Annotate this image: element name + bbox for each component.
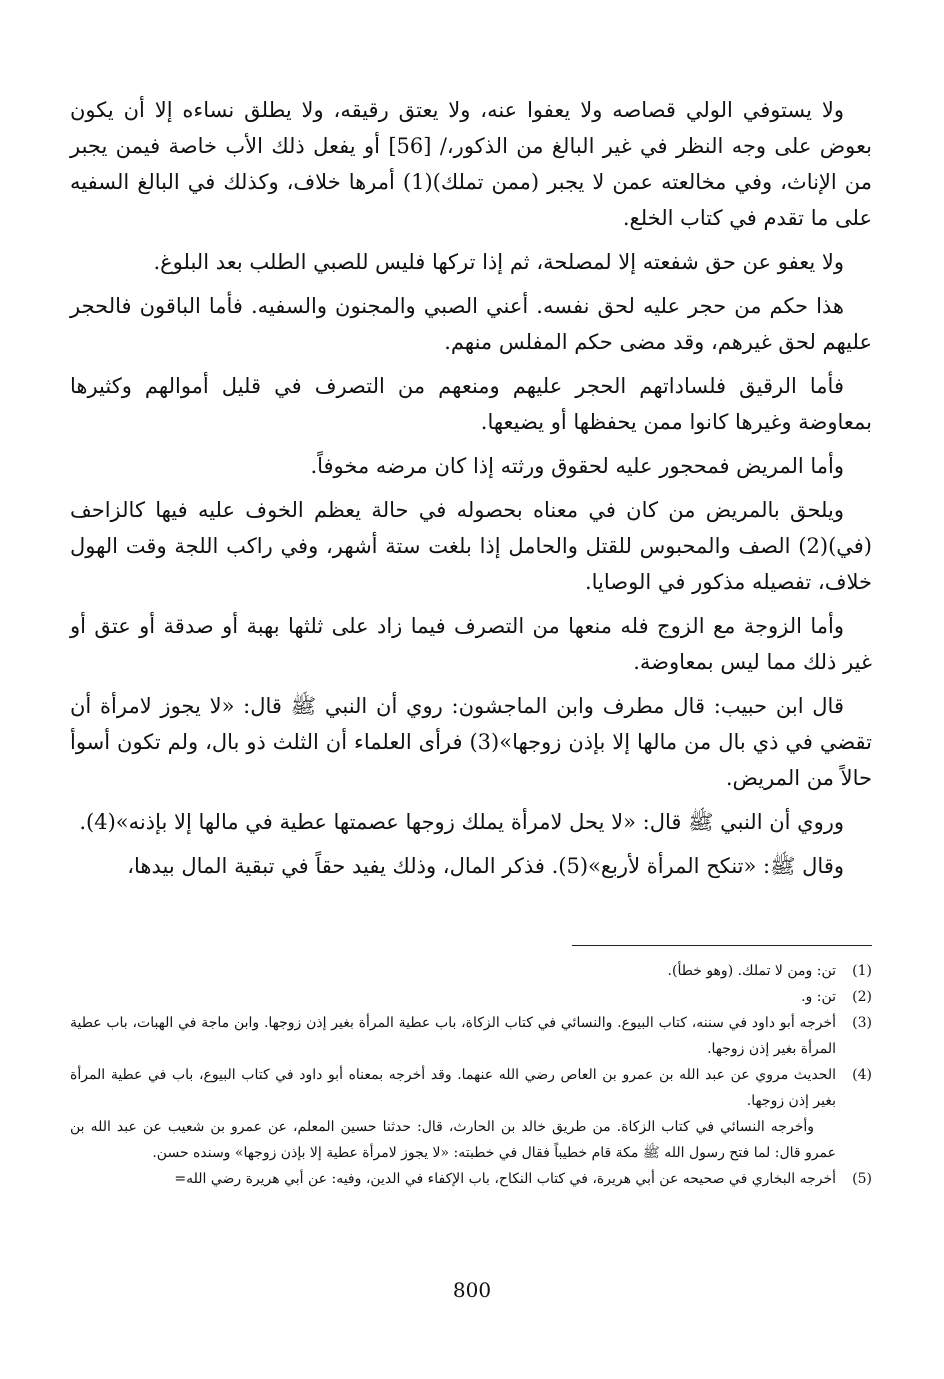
footnote-text: [70, 984, 836, 1010]
page-number: 800: [452, 1278, 492, 1302]
footnote: [70, 1010, 872, 1062]
main-text: [70, 92, 872, 892]
footnote-line: وأخرجه النسائي في كتاب الزكاة. من طريق خالد بن الحارث، قال: حدثنا حسين المعلم، عن عمرو بن شعيب عن عبد الله بن عمرو قال: لما فتح رسول الله ﷺ مكة قام خطيباً فقال في خطبته: «لا يجوز لامرأة عطية إلا بإذن زوجها» وسنده حسن.: [70, 1119, 836, 1161]
footnote-line: الحديث مروي عن عبد الله بن عمرو بن العاص رضي الله عنهما. وقد أخرجه بمعناه أبو داود في كتاب البيوع، باب في عطية المرأة بغير إذن زوجها.: [70, 1067, 836, 1109]
footnotes: [70, 958, 872, 1192]
paragraph: وروي أن النبي ﷺ قال: «لا يحل لامرأة يملك زوجها عصمتها عطية في مالها إلا بإذنه»(4).: [79, 810, 844, 834]
footnote-number: (5): [852, 1171, 872, 1187]
footnote-number: (1): [852, 963, 872, 979]
footnote-number: (2): [852, 989, 872, 1005]
footnote: [70, 984, 872, 1010]
footnote-line: أخرجه البخاري في صحيحه عن أبي هريرة، في كتاب النكاح، باب الإكفاء في الدين، وفيه: عن أبي هريرة رضي الله=: [174, 1171, 836, 1187]
footnote-text: [70, 958, 836, 984]
footnote-number: (3): [852, 1015, 872, 1031]
footnote: [70, 1166, 872, 1192]
paragraph: هذا حكم من حجر عليه لحق نفسه. أعني الصبي والمجنون والسفيه. فأما الباقون فالحجر عليهم لحق غيرهم، وقد مضى حكم المفلس منهم.: [70, 294, 872, 354]
paragraph: ويلحق بالمريض من كان في معناه بحصوله في حالة يعظم الخوف عليه فيها كالزاحف (في)(2) الصف والمحبوس للقتل والحامل إذا بلغت ستة أشهر، وفي راكب اللجة وقت الهول خلاف، تفصيله مذكور في الوصايا.: [70, 498, 872, 594]
footnote-line: تن: ومن لا تملك. (وهو خطأ).: [667, 963, 836, 979]
paragraph: وقال ﷺ: «تنكح المرأة لأربع»(5). فذكر المال، وذلك يفيد حقاً في تبقية المال بيدها،: [127, 854, 844, 878]
footnote: [70, 1062, 872, 1166]
footnote: [70, 958, 872, 984]
paragraph: وأما المريض فمحجور عليه لحقوق ورثته إذا كان مرضه مخوفاً.: [310, 454, 844, 478]
paragraph: ولا يستوفي الولي قصاصه ولا يعفوا عنه، ولا يعتق رقيقه، ولا يطلق نساءه إلا أن يكون بعوض على وجه النظر في غير البالغ من الذكور،/ [56] أو يفعل ذلك الأب خاصة فيمن يجبر من الإناث، وفي مخالعته عمن لا يجبر (ممن تملك)(1) أمرها خلاف، وكذلك في البالغ السفيه على ما تقدم في كتاب الخلع.: [70, 98, 873, 230]
paragraph: ولا يعفو عن حق شفعته إلا لمصلحة، ثم إذا تركها فليس للصبي الطلب بعد البلوغ.: [153, 250, 844, 274]
paragraph: وأما الزوجة مع الزوج فله منعها من التصرف فيما زاد على ثلثها بهبة أو صدقة أو عتق أو غير ذلك مما ليس بمعاوضة.: [70, 614, 872, 674]
footnote-text: [70, 1166, 836, 1192]
paragraph: فأما الرقيق فلساداتهم الحجر عليهم ومنعهم من التصرف في قليل أموالهم وكثيرها بمعاوضة وغيرها كانوا ممن يحفظها أو يضيعها.: [70, 374, 872, 434]
footnote-number: (4): [852, 1067, 872, 1083]
footnote-line: تن: و.: [801, 989, 836, 1005]
footnote-divider: [572, 945, 872, 946]
footnote-line: أخرجه أبو داود في سننه، كتاب البيوع. والنسائي في كتاب الزكاة، باب عطية المرأة بغير إذن زوجها. وابن ماجة في الهبات، باب عطية المرأة بغير إذن زوجها.: [70, 1015, 836, 1057]
paragraph: قال ابن حبيب: قال مطرف وابن الماجشون: روي أن النبي ﷺ قال: «لا يجوز لامرأة أن تقضي في ذي بال من مالها إلا بإذن زوجها»(3) فرأى العلماء أن الثلث ذو بال، ولم تكون أسوأ حالاً من المريض.: [70, 694, 873, 790]
footnote-text: [70, 1010, 836, 1062]
footnote-text: [70, 1062, 836, 1166]
